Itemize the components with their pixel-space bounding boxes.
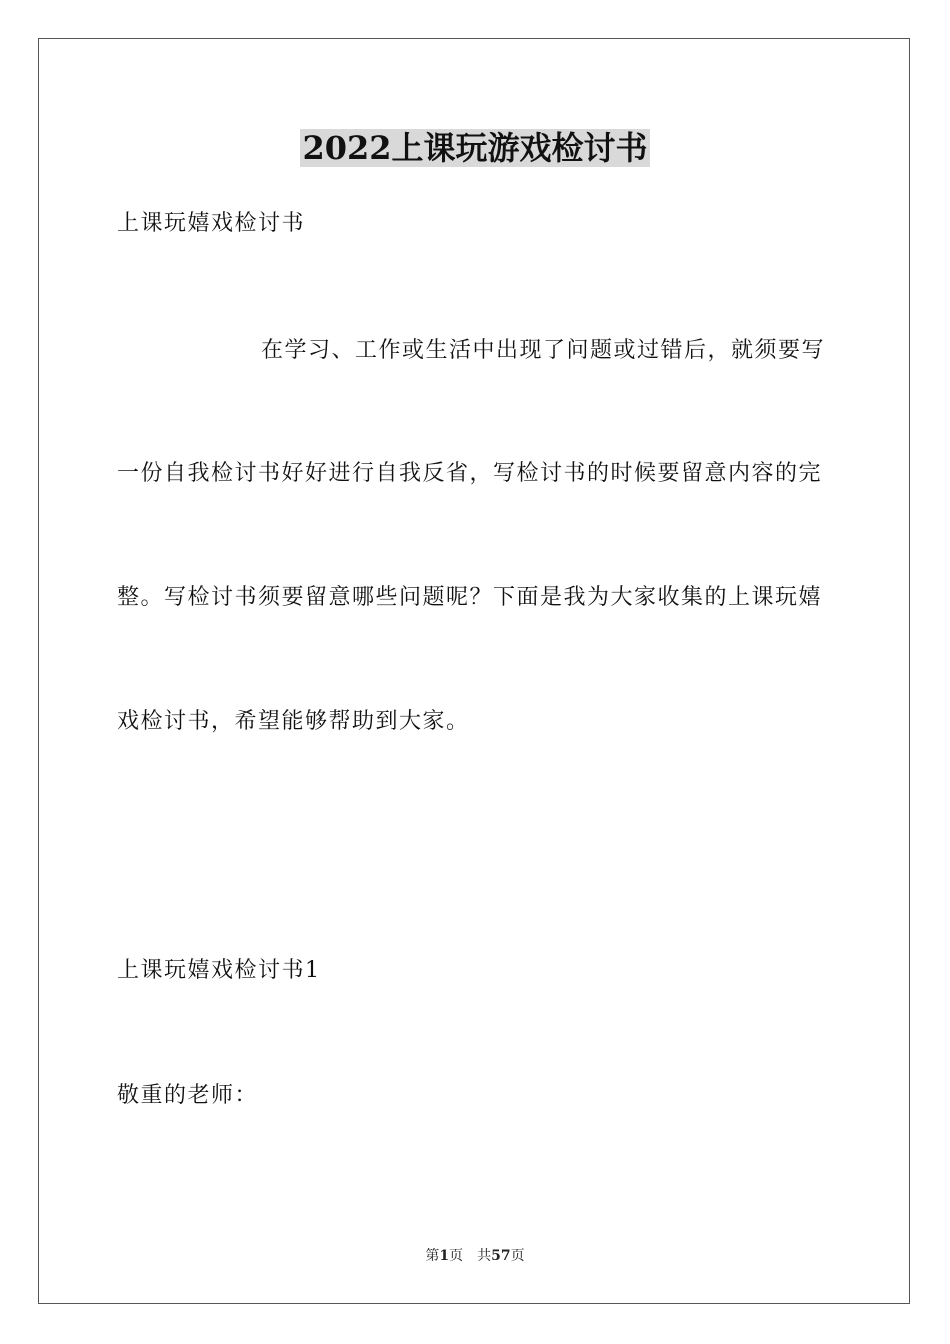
document-subtitle: 上课玩嬉戏检讨书 — [117, 211, 306, 236]
intro-paragraph-line: 戏检讨书，希望能够帮助到大家。 — [117, 709, 470, 734]
salutation: 敬重的老师： — [117, 1083, 259, 1108]
footer-page-number: 1 — [439, 1248, 450, 1264]
intro-paragraph-line: 在学习、工作或生活中出现了问题或过错后，就须要写 — [261, 338, 826, 363]
footer-page-suffix: 页 — [449, 1248, 464, 1264]
intro-paragraph-line: 一份自我检讨书好好进行自我反省，写检讨书的时候要留意内容的完 — [117, 461, 823, 486]
footer-total-prefix: 共 — [477, 1248, 492, 1264]
intro-paragraph-line: 整。写检讨书须要留意哪些问题呢？下面是我为大家收集的上课玩嬉 — [117, 585, 823, 610]
footer-total-suffix: 页 — [510, 1248, 525, 1264]
section-heading: 上课玩嬉戏检讨书1 — [117, 958, 321, 983]
document-title-text: 2022上课玩游戏检讨书 — [302, 129, 648, 167]
page-footer — [0, 1246, 950, 1266]
footer-page-prefix: 第 — [425, 1248, 440, 1264]
document-title — [0, 128, 950, 168]
footer-total-pages: 57 — [491, 1248, 511, 1264]
